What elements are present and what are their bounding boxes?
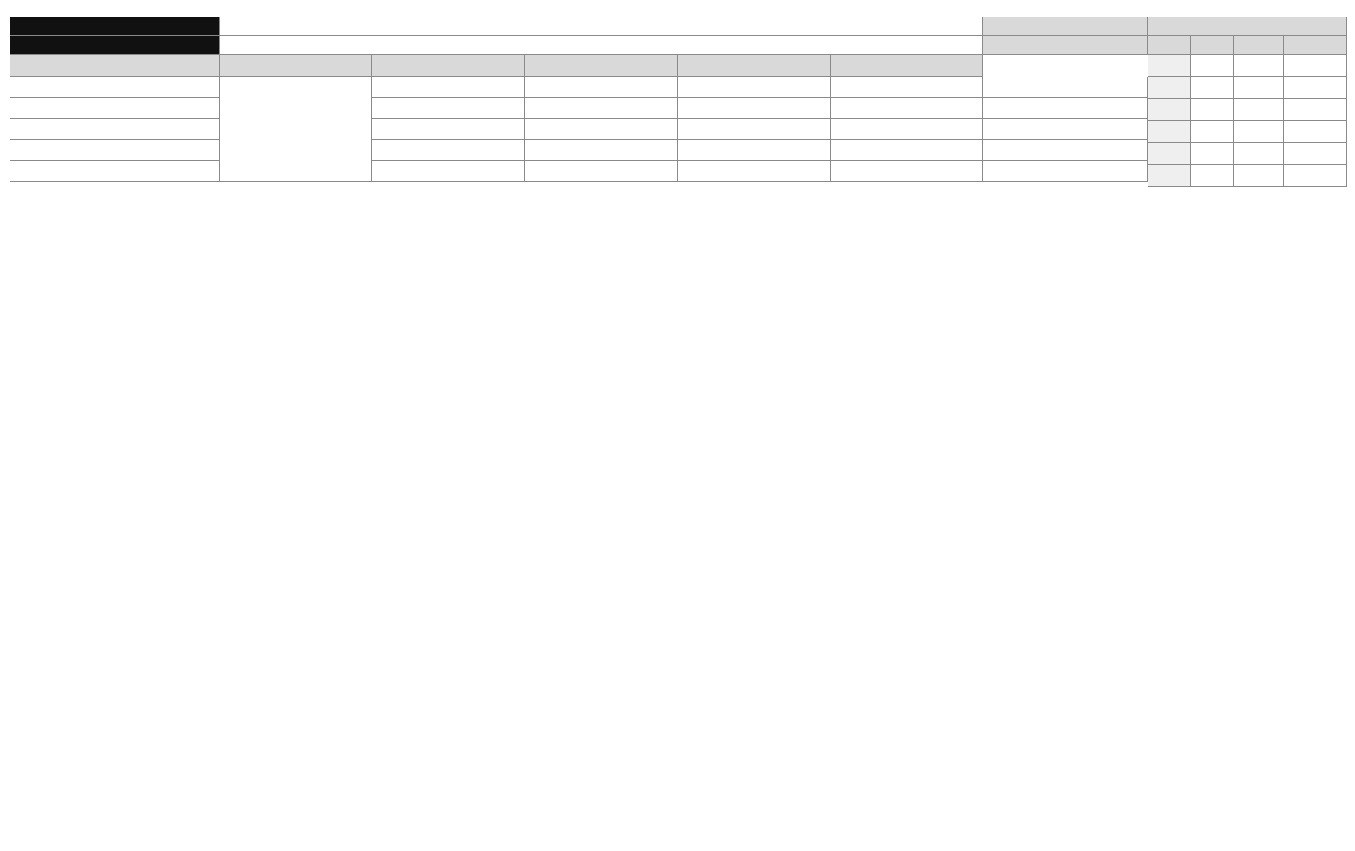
budget-cell	[1148, 143, 1191, 165]
budget-cell	[1234, 55, 1284, 77]
budget-cell	[1234, 77, 1284, 99]
today-label	[372, 55, 525, 77]
start-routine-item	[983, 119, 1148, 140]
tomorrow-label	[525, 55, 678, 77]
improve-item	[678, 119, 831, 140]
budget-cell	[1148, 165, 1191, 187]
book-item	[831, 98, 983, 119]
start-routine-item	[983, 161, 1148, 182]
budget-cell	[1284, 143, 1347, 165]
start-routine-label	[983, 36, 1148, 55]
yearly-goal-label	[10, 55, 220, 77]
routine-settings-label	[983, 17, 1148, 36]
yearly-goal-item	[10, 77, 220, 98]
book-item	[831, 77, 983, 98]
budget-header-c1	[1148, 36, 1191, 55]
budget-cell	[1148, 121, 1191, 143]
budget-cell	[1284, 121, 1347, 143]
yearly-goal-item	[10, 119, 220, 140]
three-year-goal	[220, 36, 983, 55]
budget-cell	[1191, 77, 1234, 99]
three-year-label	[10, 36, 220, 55]
yearly-goal-item	[10, 140, 220, 161]
book-item	[831, 140, 983, 161]
budget-cell	[1234, 143, 1284, 165]
tomorrow-item	[525, 77, 678, 98]
today-item	[372, 119, 525, 140]
budget-cell	[1284, 55, 1347, 77]
budget-cell	[1284, 99, 1347, 121]
budget-cell	[1191, 143, 1234, 165]
budget-header-c4	[1284, 36, 1347, 55]
budget-cell	[1148, 99, 1191, 121]
yearly-goal-item	[10, 161, 220, 182]
book-item	[831, 119, 983, 140]
budget-cell	[1148, 77, 1191, 99]
yearly-goal-item	[10, 98, 220, 119]
today-item	[372, 98, 525, 119]
sentence-quote	[220, 77, 372, 182]
budget-header-c3	[1234, 36, 1284, 55]
start-routine-item	[983, 98, 1148, 119]
time-budget-label	[1148, 17, 1347, 36]
improve-item	[678, 98, 831, 119]
budget-cell	[1234, 121, 1284, 143]
tomorrow-item	[525, 140, 678, 161]
budget-cell	[1191, 165, 1234, 187]
start-routine-item	[983, 77, 1148, 98]
life-goal-label	[10, 17, 220, 36]
improve-label	[678, 55, 831, 77]
today-item	[372, 161, 525, 182]
tomorrow-item	[525, 119, 678, 140]
tomorrow-item	[525, 161, 678, 182]
improve-item	[678, 140, 831, 161]
budget-header-c2	[1191, 36, 1234, 55]
budget-cell	[1191, 121, 1234, 143]
life-goal-banner	[220, 17, 983, 36]
tomorrow-item	[525, 98, 678, 119]
budget-cell	[1191, 55, 1234, 77]
budget-cell	[1234, 99, 1284, 121]
sentence-label	[220, 55, 372, 77]
start-routine-item	[983, 140, 1148, 161]
budget-cell	[1148, 55, 1191, 77]
budget-cell	[1284, 165, 1347, 187]
book-item	[831, 161, 983, 182]
today-item	[372, 140, 525, 161]
budget-cell	[1284, 77, 1347, 99]
budget-cell	[1191, 99, 1234, 121]
today-item	[372, 77, 525, 98]
books-label	[831, 55, 983, 77]
budget-cell	[1234, 165, 1284, 187]
improve-item	[678, 77, 831, 98]
improve-item	[678, 161, 831, 182]
